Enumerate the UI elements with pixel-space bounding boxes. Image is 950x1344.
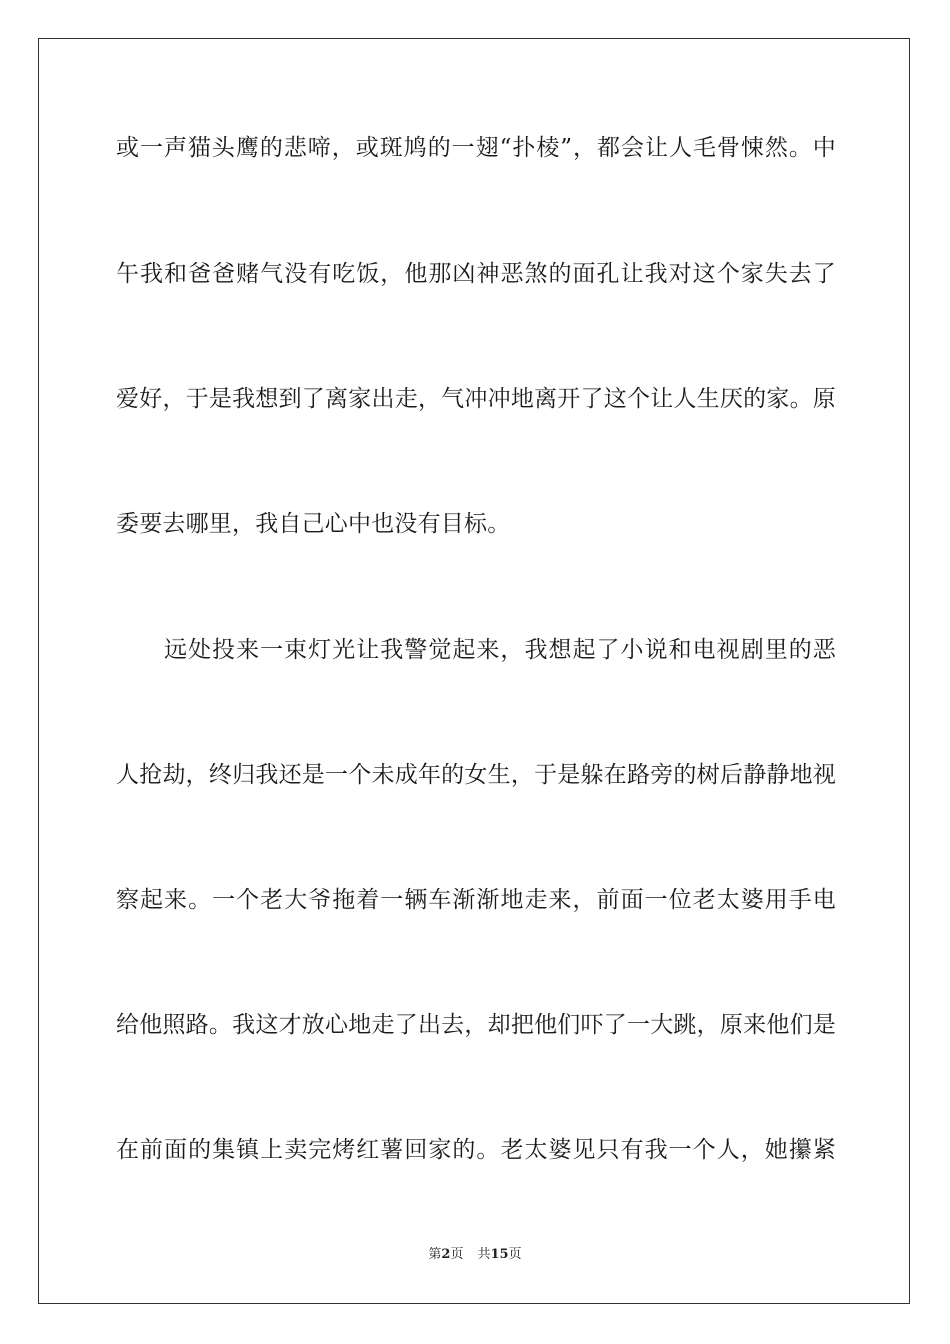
- text-line-4: 委要去哪里，我自己心中也没有目标。: [116, 511, 511, 537]
- footer-total-pages: 15: [490, 1247, 509, 1262]
- text-line-7: 察起来。一个老大爷拖着一辆车渐渐地走来，前面一位老太婆用手电: [116, 887, 836, 913]
- text-line-9: 在前面的集镇上卖完烤红薯回家的。老太婆见只有我一个人，她攥紧: [116, 1137, 836, 1163]
- text-line-5-paragraph-start: 远处投来一束灯光让我警觉起来，我想起了小说和电视剧里的恶: [164, 637, 836, 663]
- footer-page-suffix: 页: [450, 1247, 464, 1262]
- page-border: [38, 38, 910, 1304]
- footer-total-prefix: 共: [477, 1247, 491, 1262]
- text-line-6: 人抢劫，终归我还是一个未成年的女生，于是躲在路旁的树后静静地视: [116, 762, 836, 788]
- footer-total-suffix: 页: [508, 1247, 522, 1262]
- text-line-3: 爱好，于是我想到了离家出走，气冲冲地离开了这个让人生厌的家。原: [116, 386, 836, 412]
- text-line-1: 或一声猫头鹰的悲啼，或斑鸠的一翅“扑棱”，都会让人毛骨悚然。中: [116, 135, 836, 161]
- text-line-8: 给他照路。我这才放心地走了出去，却把他们吓了一大跳，原来他们是: [116, 1012, 836, 1038]
- footer-page-prefix: 第: [428, 1247, 442, 1262]
- footer-page-number: 2: [441, 1247, 451, 1262]
- text-line-2: 午我和爸爸赌气没有吃饭，他那凶神恶煞的面孔让我对这个家失去了: [116, 261, 836, 287]
- page-footer: [0, 1247, 950, 1263]
